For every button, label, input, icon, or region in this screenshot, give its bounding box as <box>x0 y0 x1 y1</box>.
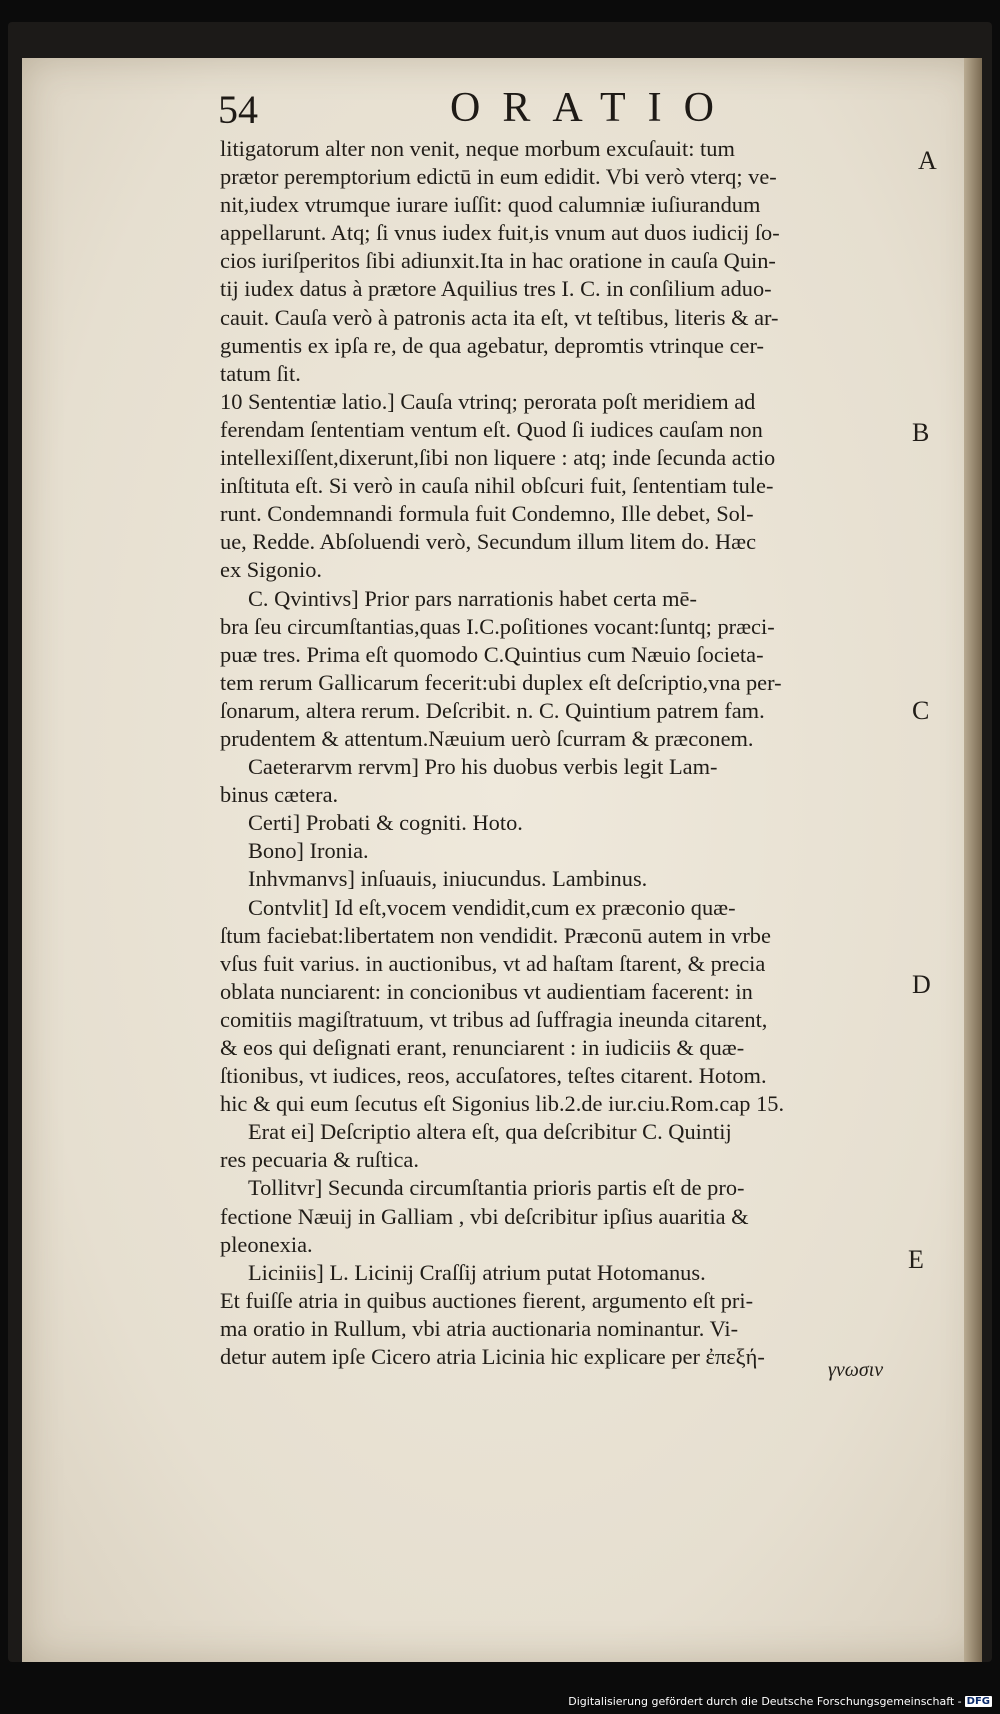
text-line: runt. Condemnandi formula fuit Condemno, Ille debet, Sol- <box>220 501 754 527</box>
text-line: res pecuaria & ruſtica. <box>220 1147 419 1173</box>
text-line: Tollitvr] Secunda circumſtantia prioris partis eſt de pro- <box>248 1175 745 1201</box>
page-number: 54 <box>218 87 258 132</box>
text-line: detur autem ipſe Cicero atria Licinia hic explicare per ἐπεξή- <box>220 1344 765 1370</box>
text-line: fectione Næuij in Galliam , vbi deſcribitur ipſius auaritia & <box>220 1203 749 1229</box>
text-line: Erat ei] Deſcriptio altera eſt, qua deſcribitur C. Quintij <box>248 1119 732 1145</box>
text-line: ma oratio in Rullum, vbi atria auctionaria nominantur. Vi- <box>220 1315 739 1341</box>
text-line: pleonexia. <box>220 1231 313 1257</box>
text-line: tatum ſit. <box>220 360 301 386</box>
margin-letter-a: A <box>918 146 937 175</box>
text-line: prudentem & attentum.Næuium uerò ſcurram & præconem. <box>220 725 754 751</box>
text-line: ſonarum, altera rerum. Deſcribit. n. C. Quintium patrem fam. <box>220 697 765 723</box>
text-line: & eos qui deſignati erant, renunciarent : in iudiciis & quæ- <box>220 1035 745 1060</box>
text-line: ſtionibus, vt iudices, reos, accuſatores, teſtes citarent. Hotom. <box>220 1063 767 1089</box>
text-line: bra ſeu circumſtantias,quas I.C.poſitiones vocant:ſuntq; præci- <box>220 613 775 639</box>
margin-letter-b: B <box>912 418 930 447</box>
text-line: nit,iudex vtrumque iurare iuſſit: quod calumniæ iuſiurandum <box>220 192 761 218</box>
credit-text: Digitalisierung gefördert durch die Deutsche Forschungsgemeinschaft - <box>568 1695 962 1708</box>
text-line: Contvlit] Id eſt,vocem vendidit,cum ex præconio quæ- <box>248 894 736 920</box>
text-line: appellarunt. Atq; ſi vnus iudex fuit,is vnum aut duos iudicij ſo- <box>220 220 780 246</box>
body-text <box>220 135 910 1371</box>
text-line: litigatorum alter non venit, neque morbum excuſauit: tum <box>220 136 735 161</box>
text-line: Certi] Probati & cogniti. Hoto. <box>248 810 523 836</box>
text-line: cios iuriſperitos ſibi adiunxit.Ita in hac oratione in cauſa Quin- <box>220 248 776 274</box>
margin-letter-c: C <box>912 696 930 725</box>
text-line: ferendam ſententiam ventum eſt. Quod ſi iudices cauſam non <box>220 416 763 442</box>
text-line: Caeterarvm rervm] Pro his duobus verbis legit Lam- <box>248 754 718 780</box>
text-line: tem rerum Gallicarum fecerit:ubi duplex eſt deſcriptio,vna per- <box>220 669 782 695</box>
text-line: oblata nunciarent: in concionibus vt audientiam facerent: in <box>220 978 753 1004</box>
text-line: intellexiſſent,dixerunt,ſibi non liquere : atq; inde ſecunda actio <box>220 445 776 471</box>
text-line: comitiis magiſtratuum, vt tribus ad ſuffragia ineunda citarent, <box>220 1006 768 1032</box>
text-line: vſus fuit varius. in auctionibus, vt ad haſtam ſtarent, & precia <box>220 950 766 976</box>
text-line: cauit. Cauſa verò à patronis acta ita eſt, vt teſtibus, literis & ar- <box>220 304 779 330</box>
text-line: puæ tres. Prima eſt quomodo C.Quintius cum Næuio ſocieta- <box>220 641 764 667</box>
text-line: C. Qvintivs] Prior pars narrationis habet certa mē- <box>248 585 697 611</box>
text-line: 10 Sententiæ latio.] Cauſa vtrinq; perorata poſt meridiem ad <box>220 388 756 414</box>
text-line: gumentis ex ipſa re, de qua agebatur, depromtis vtrinque cer- <box>220 332 764 358</box>
text-line: prætor peremptorium edictū in eum edidit. Vbi verò vterq; ve- <box>220 164 777 190</box>
margin-letter-e: E <box>908 1245 924 1274</box>
text-line: binus cætera. <box>220 782 339 808</box>
digitization-credit <box>568 1695 992 1708</box>
text-line: ſtum faciebat:libertatem non vendidit. Præconū autem in vrbe <box>220 922 771 948</box>
catchword: γνωσιν <box>828 1359 884 1381</box>
margin-letter-d: D <box>912 970 931 999</box>
running-title: ORATIO <box>450 85 736 131</box>
text-line: ex Sigonio. <box>220 557 323 583</box>
page-spine-edge <box>964 58 982 1662</box>
text-line: Liciniis] L. Licinij Craſſij atrium putat Hotomanus. <box>248 1259 706 1285</box>
text-line: Inhvmanvs] inſuauis, iniucundus. Lambinus. <box>248 866 648 892</box>
text-line: inſtituta eſt. Si verò in cauſa nihil obſcuri fuit, ſententiam tule- <box>220 473 774 499</box>
text-line: Et fuiſſe atria in quibus auctiones fierent, argumento eſt pri- <box>220 1287 754 1313</box>
text-line: tij iudex datus à prætore Aquilius tres I. C. in conſilium aduo- <box>220 276 772 302</box>
dfg-logo: DFG <box>966 1696 990 1707</box>
text-line: hic & qui eum ſecutus eſt Sigonius lib.2.de iur.ciu.Rom.cap 15. <box>220 1091 785 1117</box>
text-line: Bono] Ironia. <box>248 838 369 864</box>
text-line: ue, Redde. Abſoluendi verò, Secundum illum litem do. Hæc <box>220 529 757 555</box>
